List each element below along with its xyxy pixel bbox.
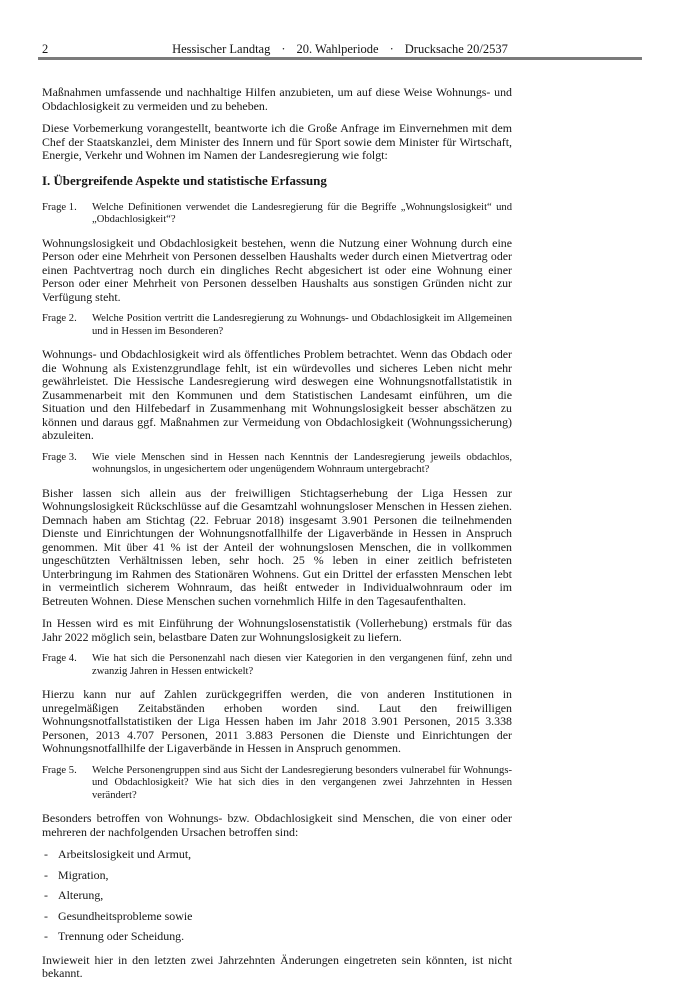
question-2-text: Welche Position vertritt die Landesregierung zu Wohnungs- und Obdachlosigkeit im Allgemeinen und in Hessen im Besonderen? <box>92 313 512 337</box>
answer-5-intro-paragraph: Besonders betroffen von Wohnungs- bzw. Obdachlosigkeit sind Menschen, die von einer oder mehreren der nachfolgenden Ursachen betroffen sind: <box>42 811 512 839</box>
list-item <box>42 930 512 944</box>
question-2 <box>42 313 512 338</box>
list-bullet: - <box>44 867 48 882</box>
list-bullet: - <box>44 908 48 923</box>
question-5-label: Frage 5. <box>42 764 77 776</box>
list-item <box>42 848 512 862</box>
question-5 <box>42 765 512 803</box>
list-item <box>42 869 512 883</box>
list-item-text: Arbeitslosigkeit und Armut, <box>58 847 192 861</box>
question-1-label: Frage 1. <box>42 201 77 213</box>
question-4 <box>42 653 512 678</box>
list-item-text: Gesundheitsprobleme sowie <box>58 908 193 923</box>
preface-paragraph: Diese Vorbemerkung vorangestellt, beantworte ich die Große Anfrage im Einvernehmen mit dem Chef der Staatskanzlei, dem Minister des Innern und für Sport sowie dem Minister für Wirtschaft, Energie, Verkehr und Wohnen im Namen der Landesregierung wie folgt: <box>42 121 512 162</box>
list-item-text: Trennung oder Scheidung. <box>58 929 185 943</box>
header-document-id: Drucksache 20/2537 <box>404 42 508 56</box>
answer-2-paragraph: Wohnungs- und Obdachlosigkeit wird als öffentliches Problem betrachtet. Wenn das Obdach oder die Wohnung als Existenzgrundlage fehlt, ist ein würdevolles und sicheres Leben nicht mehr gewährleistet. Die Hessische Landesregierung wird deswegen eine Wohnungsnotfallstatistik in Zusammenarbeit mit den Kommunen und dem Statistischen Landesamt einführen, um die Situation und den Hilfebedarf in Zusammenhang mit Wohnungslosigkeit besser abschätzen zu können und daraus ggf. Maßnahmen zur Vermeidung von Obdachlosigkeit (Wohnungssicherung) abzuleiten. <box>42 347 512 442</box>
answer-4-paragraph: Hierzu kann nur auf Zahlen zurückgegriffen werden, die von anderen Institutionen in unregelmäßigen Zeitabständen erhoben worden sind. Laut den freiwilligen Wohnungsnotfallstatistiken der Liga Hessen haben im Jahr 2018 3.901 Personen, 2015 3.338 Personen, 2013 4.707 Personen, 2011 3.883 Personen die Dienste und Einrichtungen der Wohnungsnotfallhilfe der Ligaverbände in Hessen in Anspruch genommen. <box>42 687 512 755</box>
section-heading: I. Übergreifende Aspekte und statistische Erfassung <box>42 173 327 188</box>
list-item <box>42 910 512 924</box>
header-separator-dot: · <box>389 42 394 56</box>
list-item-text: Migration, <box>58 867 109 882</box>
header-title-line <box>38 42 642 57</box>
closing-paragraph: Inwieweit hier in den letzten zwei Jahrzehnten Änderungen eingetreten sein könnten, ist nicht bekannt. <box>42 952 512 980</box>
continuation-paragraph: Maßnahmen umfassende und nachhaltige Hilfen anzubieten, um auf diese Weise Wohnungs- und Obdachlosigkeit zu vermeiden und zu beheben. <box>42 85 512 113</box>
answer-3-paragraph-1: Bisher lassen sich allein aus der freiwilligen Stichtagserhebung der Liga Hessen zur Wohnungslosigkeit Rückschlüsse auf die Gesamtzahl wohnungsloser Menschen in Hessen ziehen. Demnach haben am Stichtag (22. Februar 2018) insgesamt 3.901 Personen die teilnehmenden Dienste und Einrichtungen der Wohnungsnotfallhilfe der Ligaverbände in Hessen in Anspruch genommen. Mit über 41 % ist der Anteil der wohnungslosen Menschen, die in vollkommen ungeschützten Verhältnissen leben, sehr hoch. 25 % leben in einer zeitlich befristeten Unterbringung im Rahmen des Stationären Wohnens. Gut ein Drittel der erfassten Menschen lebt in vermeintlich sicherem Wohnraum, das heißt entweder in Individualwohnraum oder im Betreuten Wohnen. Diese Menschen suchen vornehmlich Hilfe in den Tagesaufenthalten. <box>42 485 512 608</box>
header-rule <box>38 57 642 60</box>
list-bullet: - <box>44 847 48 861</box>
list-bullet: - <box>44 929 48 943</box>
list-item <box>42 889 512 903</box>
list-item-text: Alterung, <box>58 888 104 902</box>
causes-list <box>42 848 512 944</box>
page-number: 2 <box>42 42 49 56</box>
header-institution: Hessischer Landtag <box>172 42 271 56</box>
answer-1-paragraph: Wohnungslosigkeit und Obdachlosigkeit bestehen, wenn die Nutzung einer Wohnung durch eine Person oder eine Mehrheit von Personen desselben Haushalts weder durch einen Mietvertrag oder einen Pachtvertrag noch durch ein dingliches Recht abgesichert ist oder eine Wohnung einer Person oder einer Mehrheit von Personen desselben Haushalts aus sonstigen Gründen nicht zur Verfügung steht. <box>42 235 512 304</box>
answer-3-paragraph-2: In Hessen wird es mit Einführung der Wohnungslosenstatistik (Vollerhebung) erstmals für das Jahr 2022 möglich sein, belastbare Daten zur Wohnungslosigkeit zu liefern. <box>42 616 512 644</box>
question-4-label: Frage 4. <box>42 653 77 664</box>
header-legislative-period: 20. Wahlperiode <box>296 42 379 56</box>
question-3-text: Wie viele Menschen sind in Hessen nach Kenntnis der Landesregierung jeweils obdachlos, wohnungslos, in ungesichertem oder ungenügendem Wohnraum untergebracht? <box>92 451 512 475</box>
question-2-label: Frage 2. <box>42 313 77 324</box>
header-separator-dot: · <box>281 42 286 56</box>
question-1 <box>42 202 512 227</box>
question-1-text: Welche Definitionen verwendet die Landesregierung für die Begriffe „Wohnungslosigkeit“ und „Obdachlosigkeit“? <box>92 201 512 225</box>
page-header <box>38 42 642 57</box>
document-body <box>42 86 512 981</box>
question-3-label: Frage 3. <box>42 451 77 463</box>
list-bullet: - <box>44 888 48 902</box>
question-4-text: Wie hat sich die Personenzahl nach diesen vier Kategorien in den vergangenen fünf, zehn und zwanzig Jahren in Hessen entwickelt? <box>92 653 512 677</box>
question-5-text: Welche Personengruppen sind aus Sicht der Landesregierung besonders vulnerabel für Wohnungs- und Obdachlosigkeit? Wie hat sich dies in den vergangenen zwei Jahrzehnten in Hessen verändert? <box>92 764 512 801</box>
question-3 <box>42 452 512 477</box>
